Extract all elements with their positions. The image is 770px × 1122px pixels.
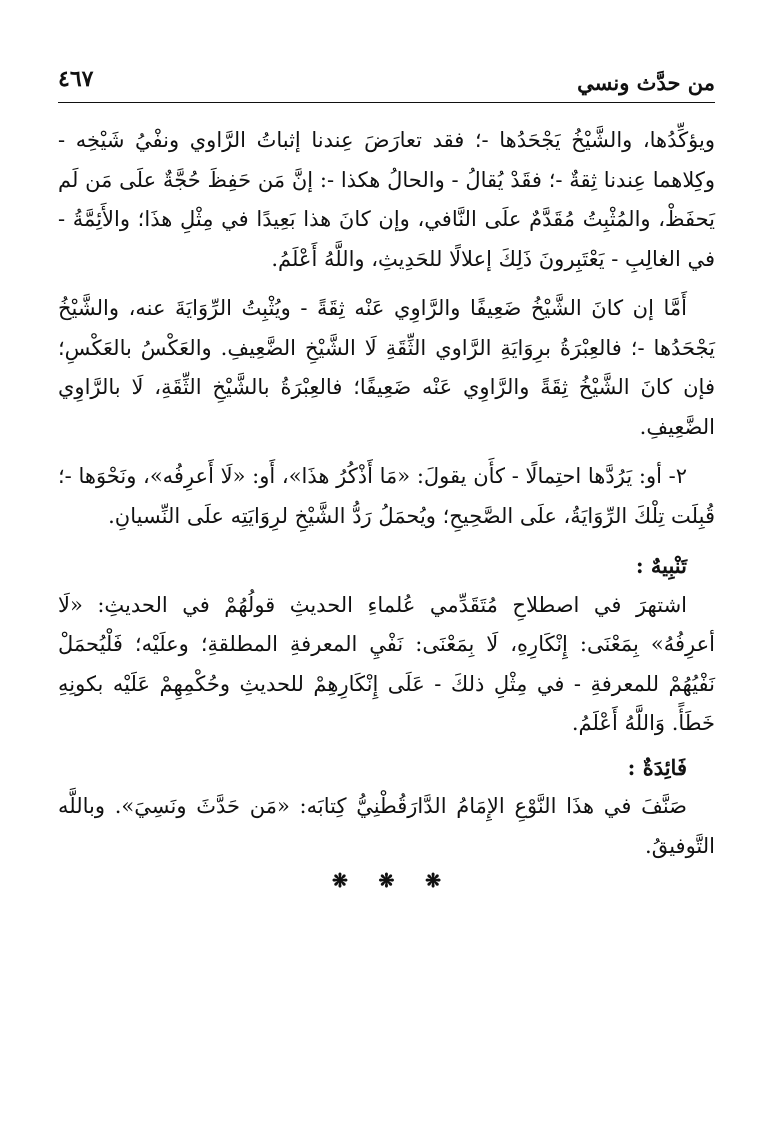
page-body (58, 121, 715, 892)
section-separator: ❋ ❋ ❋ (332, 870, 453, 892)
page-header (58, 56, 715, 103)
paragraph-faida: صَنَّفَ في هذَا النَّوْعِ الإِمَامُ الدَّارَقُطْنِيُّ كِتابَه: «مَن حَدَّثَ ونَسِيَ». وباللَّه التَّوفيقُ. (58, 794, 715, 858)
paragraph-point-two: ٢- أو: يَرُدَّها احتِمالًا - كأَن يقولَ: «مَا أَذْكُرُ هذَا»، أَو: «لَا أَعرِفُه»، ونَحْوَها -؛ قُبِلَت تِلْكَ الرِّوَايَةُ، علَى الصَّحِيحِ؛ ويُحمَلُ رَدُّ الشَّيْخِ لرِوَايَتِه علَى النِّسيانِ. (58, 464, 715, 528)
heading-tanbih: تَنْبِيهٌ : (635, 553, 687, 578)
page-number: ٤٦٧ (58, 66, 94, 92)
paragraph-continuation: ويؤكِّدُها، والشَّيْخُ يَجْحَدُها -؛ فقد تعارَضَ عِندنا إثباتُ الرَّاوي ونفْيُ شَيْخِه - وكِلاهما عِندنا ثِقةٌ -؛ فقَدْ يُقالُ - والحالُ هكذا -: إنَّ مَن حَفِظَ حُجَّةٌ علَى مَن لَم يَحفَظْ، والمُثْبِتُ مُقَدَّمٌ علَى النَّافي، وإن كانَ هذا بَعِيدًا في مِثْلِ هذَا؛ والأَئِمَّةُ - في الغالِبِ - يَعْتَبِرونَ ذَلِكَ إعلالًا للحَدِيثِ، واللَّهُ أَعْلَمُ. (58, 128, 715, 271)
paragraph-weak-sheikh: أَمَّا إن كانَ الشَّيْخُ ضَعِيفًا والرَّاوِي عَنْه ثِقَةً - ويُثْبِتُ الرِّوَايَةَ عنه، والشَّيْخُ يَجْحَدُها -؛ فالعِبْرَةُ برِوَايَةِ الرَّاوي الثِّقَةِ لَا الشَّيْخِ الضَّعِيفِ. والعَكْسُ بالعَكْسِ؛ فإن كانَ الشَّيْخُ ثِقَةً والرَّاوِي عَنْه ضَعِيفًا؛ فالعِبْرَةُ بالشَّيْخِ الثِّقَةِ، لَا بالرَّاوِي الضَّعِيفِ. (58, 296, 715, 439)
book-page (58, 56, 715, 1066)
heading-faida: فَائِدَةٌ : (627, 754, 687, 780)
running-title: من حدَّث ونسي (577, 70, 715, 95)
paragraph-tanbih: اشتهرَ في اصطلاحِ مُتَقَدِّمي عُلماءِ الحديثِ قولُهُمْ في الحديثِ: «لَا أعرِفُهُ» بِمَعْنَى: إِنْكَارِهِ، لَا بِمَعْنَى: نَفْيِ المعرفةِ المطلقةِ؛ وعلَيْه؛ فَلْيُحمَلْ نَفْيُهُمْ للمعرفةِ - في مِثْلِ ذلكَ - عَلَى إِنْكَارِهِمْ للحديثِ وحُكْمِهِمْ عَلَيْه بكونِهِ خَطَأً. وَاللَّهُ أَعْلَمُ. (58, 592, 715, 735)
